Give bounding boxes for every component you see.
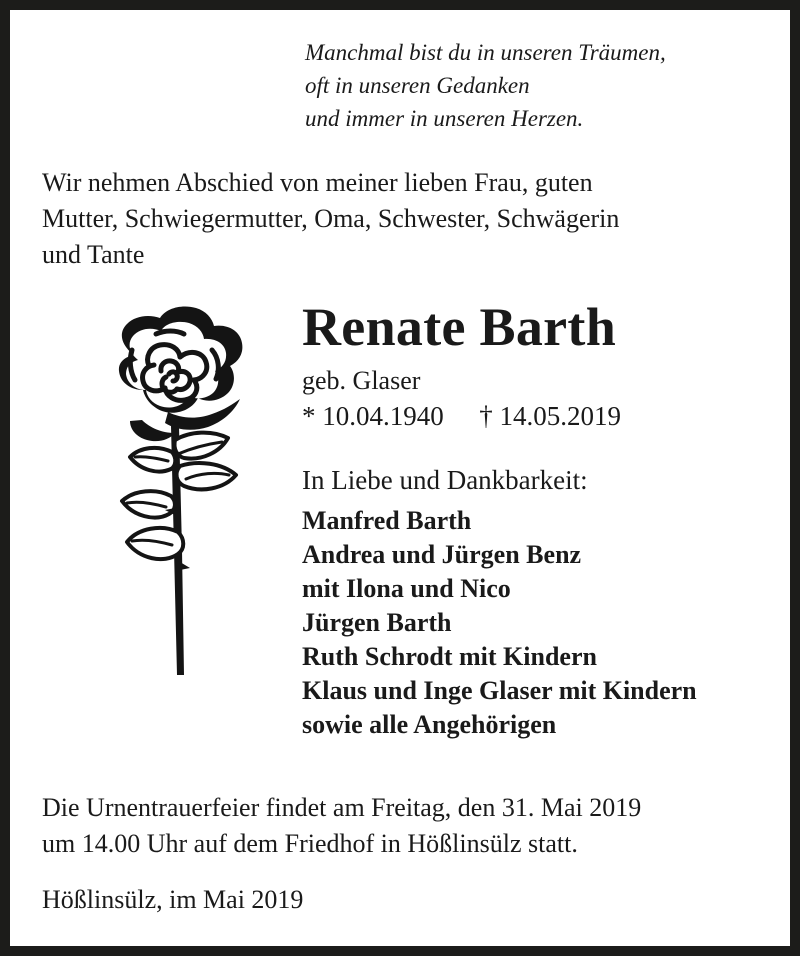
survivors-label: In Liebe und Dankbarkeit: <box>302 465 588 495</box>
survivor-name: sowie alle Angehörigen <box>302 710 557 739</box>
death-date: 14.05.2019 <box>499 401 621 431</box>
deceased-name: Renate Barth <box>302 297 617 357</box>
place-and-date: Hößlinsülz, im Mai 2019 <box>42 885 304 914</box>
survivor-name: Klaus und Inge Glaser mit Kindern <box>302 676 697 705</box>
epigraph <box>305 36 666 135</box>
life-dates <box>302 398 772 434</box>
survivor-name: Andrea und Jürgen Benz <box>302 540 582 569</box>
maiden-name: geb. Glaser <box>302 366 421 395</box>
deceased-block <box>302 296 772 742</box>
epigraph-line-2: oft in unseren Gedanken <box>305 73 530 98</box>
survivors-list <box>302 504 772 742</box>
epigraph-line-3: und immer in unseren Herzen. <box>305 106 584 131</box>
birth-date: 10.04.1940 <box>322 401 444 431</box>
rose-icon <box>72 300 272 680</box>
notice-inner <box>10 10 790 946</box>
epigraph-line-1: Manchmal bist du in unseren Träumen, <box>305 40 666 65</box>
survivor-name: mit Ilona und Nico <box>302 574 511 603</box>
survivor-name: Ruth Schrodt mit Kindern <box>302 642 597 671</box>
intro-line-2: Mutter, Schwiegermutter, Oma, Schwester, Schwägerin <box>42 204 620 233</box>
death-symbol: † <box>479 401 493 431</box>
intro-line-3: und Tante <box>42 240 145 269</box>
survivor-name: Jürgen Barth <box>302 608 452 637</box>
ceremony-line-2: um 14.00 Uhr auf dem Friedhof in Hößlinsülz statt. <box>42 829 578 858</box>
birth-symbol: * <box>302 401 316 431</box>
ceremony-details <box>42 790 777 862</box>
survivor-name: Manfred Barth <box>302 506 472 535</box>
intro-line-1: Wir nehmen Abschied von meiner lieben Frau, guten <box>42 168 593 197</box>
intro-paragraph <box>42 165 772 273</box>
rose-illustration <box>72 300 272 680</box>
ceremony-line-1: Die Urnentrauerfeier findet am Freitag, den 31. Mai 2019 <box>42 793 642 822</box>
